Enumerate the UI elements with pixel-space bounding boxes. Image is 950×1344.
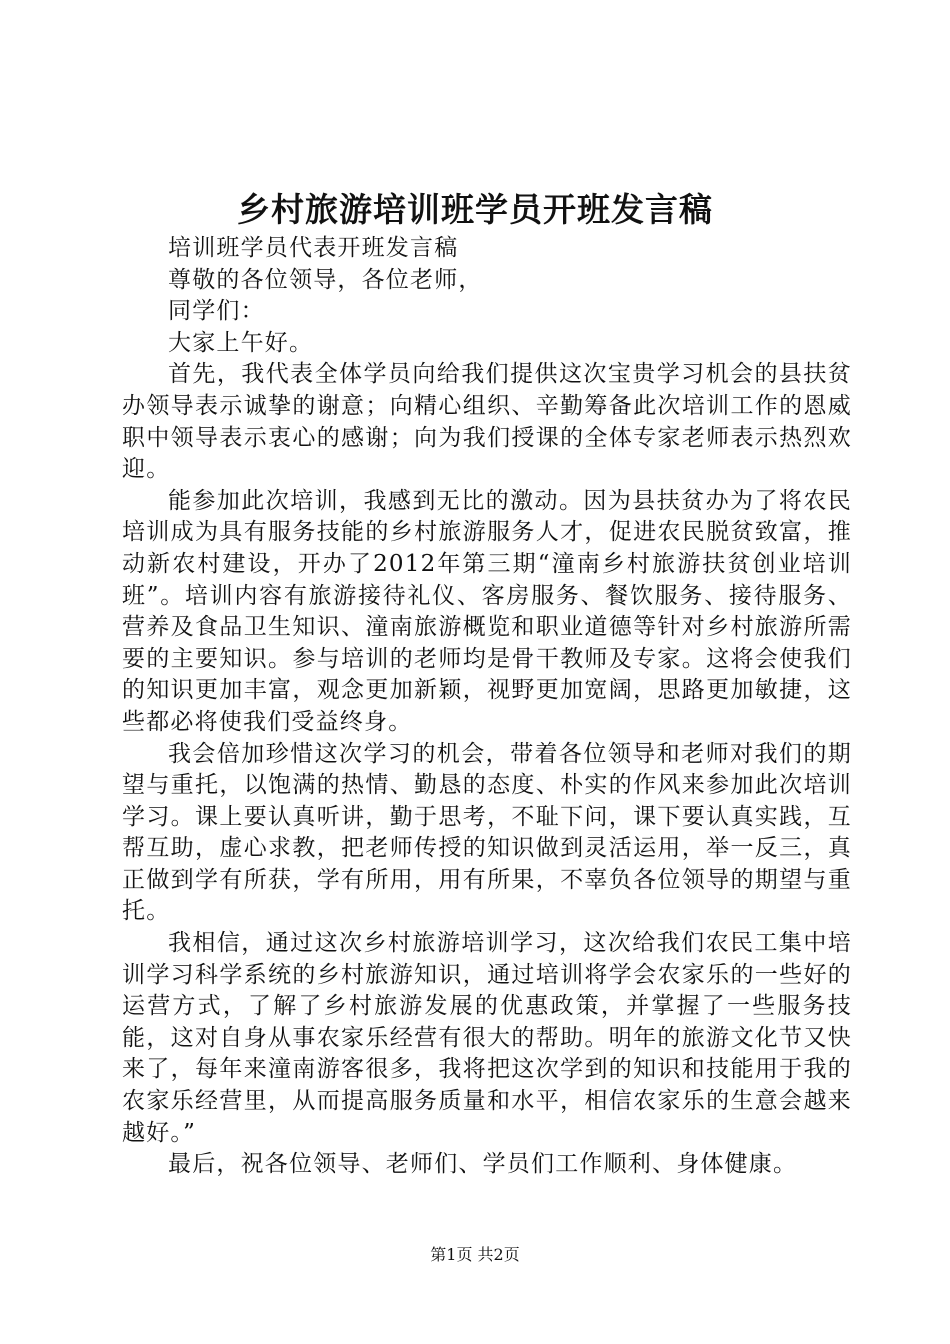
paragraph-salutation: 尊敬的各位领导，各位老师， bbox=[168, 266, 483, 293]
paragraph-subtitle: 培训班学员代表开班发言稿 bbox=[168, 235, 459, 261]
paragraph-commitment: 我会倍加珍惜这次学习的机会，带着各位领导和老师对我们的期望与重托，以饱满的热情、勤恳的态度、朴实的作风来参加此次培训学习。课上要认真听讲，勤于思考，不耻下问，课下要认真实践，互帮互助，虚心求教，把老师传授的知识做到灵活运用，举一反三，真正做到学有所获，学有所用，用有所果，不辜负各位领导的期望与重托。 bbox=[122, 740, 852, 925]
paragraph-salutation-2: 同学们： bbox=[168, 298, 265, 325]
paragraph-thanks: 首先，我代表全体学员向给我们提供这次宝贵学习机会的县扶贫办领导表示诚挚的谢意；向精心组织、辛勤筹备此次培训工作的恩威职中领导表示衷心的感谢；向为我们授课的全体专家老师表示热烈欢迎。 bbox=[122, 361, 852, 483]
paragraph-training-intro: 能参加此次培训，我感到无比的激动。因为县扶贫办为了将农民培训成为具有服务技能的乡村旅游服务人才，促进农民脱贫致富，推动新农村建设，开办了2012年第三期“潼南乡村旅游扶贫创业培训班”。培训内容有旅游接待礼仪、客房服务、餐饮服务、接待服务、营养及食品卫生知识、潼南旅游概览和职业道德等针对乡村旅游所需要的主要知识。参与培训的老师均是骨干教师及专家。这将会使我们的知识更加丰富，观念更加新颖，视野更加宽阔，思路更加敏捷，这些都必将使我们受益终身。 bbox=[122, 487, 852, 735]
paragraph-closing: 最后，祝各位领导、老师们、学员们工作顺利、身体健康。 bbox=[168, 1151, 798, 1178]
paragraph-greeting: 大家上午好。 bbox=[168, 329, 314, 356]
page-footer: 第1页 共2页 bbox=[430, 1245, 520, 1264]
document-body bbox=[122, 233, 852, 1181]
paragraph-belief: 我相信，通过这次乡村旅游培训学习，这次给我们农民工集中培训学习科学系统的乡村旅游知识，通过培训将学会农家乐的一些好的运营方式，了解了乡村旅游发展的优惠政策，并掌握了一些服务技能，这对自身从事农家乐经营有很大的帮助。明年的旅游文化节又快来了，每年来潼南游客很多，我将把这次学到的知识和技能用于我的农家乐经营里，从而提高服务质量和水平，相信农家乐的生意会越来越好。” bbox=[122, 930, 852, 1146]
document-title: 乡村旅游培训班学员开班发言稿 bbox=[237, 190, 713, 229]
